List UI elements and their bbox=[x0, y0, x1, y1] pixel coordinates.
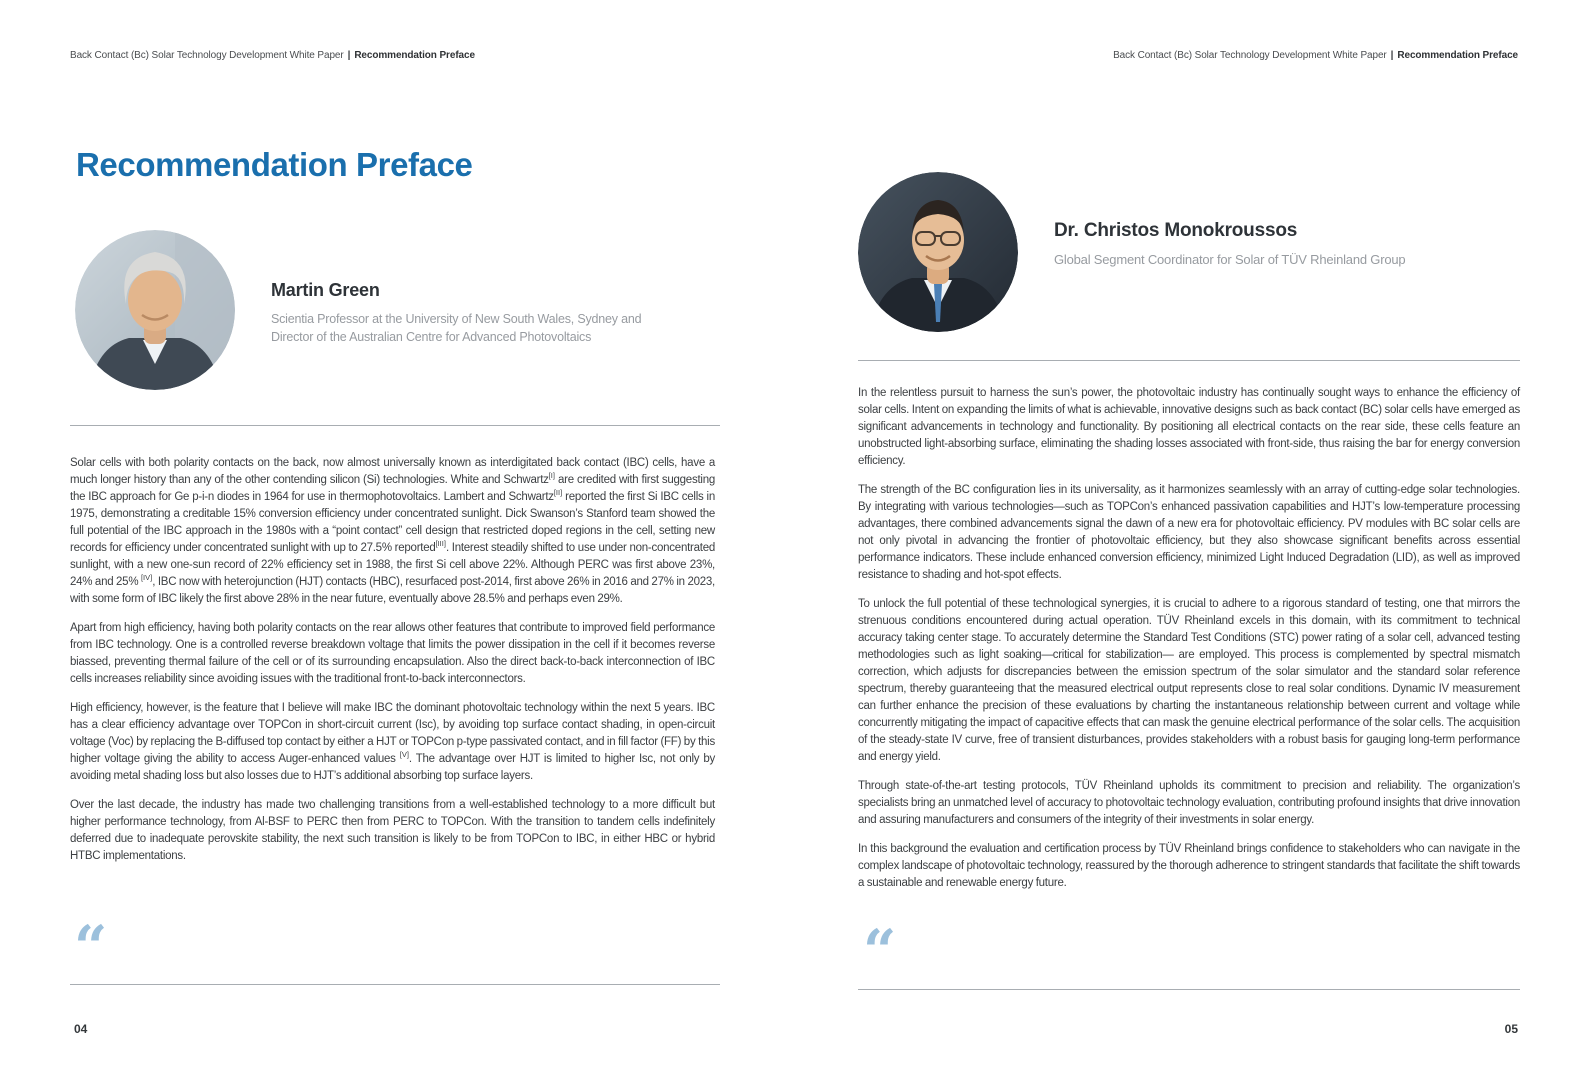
paragraph: To unlock the full potential of these technological synergies, it is crucial to adhere to a rigorous standard of testing, one that mirrors the strenuous conditions encountered during actual operation. TÜV Rheinland excels in this domain, with its commitment to technical accuracy taking center stage. To accurately determine the Standard Test Conditions (STC) power rating of a solar cell, advanced testing methodologies such as light soaking—critical for stabilization— are employed. This process is complemented by spectral mismatch correction, which adjusts for discrepancies between the emission spectrum of the solar simulator and the standard solar reference spectrum, thereby guaranteeing that the measured electrical output represents close to real solar conditions. Dynamic IV measurement can further enhance the precision of these evaluations by charting the instantaneous relationship between current and voltage while concurrently mitigating the impact of capacitive effects that can mask the genuine electrical performance of the solar cells. The acquisition of the steady-state IV curve, free of transient disturbances, provides stakeholders with a robust basis for gauging long-term performance and energy yield. bbox=[858, 598, 1520, 763]
divider bbox=[70, 984, 720, 985]
running-header-section: Recommendation Preface bbox=[1397, 50, 1518, 61]
quote-icon: “ bbox=[863, 917, 897, 985]
page-number-left: 04 bbox=[74, 1022, 88, 1036]
running-header-separator: | bbox=[347, 50, 351, 61]
paragraph: The strength of the BC configuration lies in its universality, as it harmonizes seamlessly with an array of cutting-edge solar technologies. By integrating with various technologies—such as TOPCon’s enhanced passivation capabilities and HJT’s low-temperature processing advantages, there combined advancements signal the dawn of a new era for photovoltaic efficiency. PV modules with BC solar cells are not only pivotal in advancing the frontier of photovoltaic efficiency, but they also showcase significant benefits across essential performance indicators. These include enhanced conversion efficiency, minimized Light Induced Degradation (LID), as well as improved resistance to shading and hot-spot effects. bbox=[858, 484, 1520, 581]
paragraph: High efficiency, however, is the feature that I believe will make IBC the dominant photovoltaic technology within the next 5 years. IBC has a clear efficiency advantage over TOPCon in short-circuit current (Isc), by avoiding top surface contact shading, in open-circuit voltage (Voc) by replacing the B-diffused top contact by either a HJT or TOPCon p-type passivated contact, and in fill factor (FF) by this higher voltage giving the ability to access Auger-enhanced values [V]. The advantage over HJT is limited to higher Isc, not only by avoiding metal shading loss but also losses due to HJT’s additional absorbing top surface layers. bbox=[70, 702, 715, 782]
running-header-left bbox=[70, 50, 475, 61]
paragraph: In this background the evaluation and certification process by TÜV Rheinland brings confidence to stakeholders who can navigate in the complex landscape of photovoltaic technology, reassured by the thorough adherence to stringent standards that facilitate the shift towards a sustainable and renewable energy future. bbox=[858, 843, 1520, 889]
paragraph: In the relentless pursuit to harness the sun’s power, the photovoltaic industry has continually sought ways to enhance the efficiency of solar cells. Intent on expanding the limits of what is achievable, innovative designs such as back contact (BC) solar cells have emerged as significant advancements in technology and functionality. By positioning all electrical contacts on the rear side, these cells feature an unobstructed light-absorbing surface, eliminating the shading losses associated with front-side, thus raising the bar for energy conversion efficiency. bbox=[858, 387, 1520, 467]
christos-monokroussos-photo bbox=[858, 172, 1018, 332]
running-header-separator: | bbox=[1390, 50, 1394, 61]
citation-marker: [V] bbox=[399, 750, 409, 760]
running-header-doc-title: Back Contact (Bc) Solar Technology Development White Paper bbox=[70, 50, 344, 61]
author-name: Dr. Christos Monokroussos bbox=[1054, 220, 1298, 241]
author-block-martin-green bbox=[75, 230, 671, 390]
paragraph: Apart from high efficiency, having both polarity contacts on the rear allows other features that contribute to improved field performance from IBC technology. One is a controlled reverse breakdown voltage that limits the power dissipation in the cell if it becomes reverse biassed, preventing thermal failure of the cell or of its surrounding encapsulation. Also the direct back-to-back interconnection of IBC cells increases reliability since avoiding issues with the traditional front-to-back interconnectors. bbox=[70, 622, 715, 685]
running-header-right bbox=[1113, 50, 1518, 61]
running-header-doc-title: Back Contact (Bc) Solar Technology Development White Paper bbox=[1113, 50, 1387, 61]
divider bbox=[70, 425, 720, 426]
running-header-section: Recommendation Preface bbox=[354, 50, 475, 61]
author-block-christos-monokroussos bbox=[858, 172, 1474, 332]
author-meta bbox=[1054, 172, 1474, 332]
author-role: Scientia Professor at the University of New South Wales, Sydney and Director of the Australian Centre for Advanced Photovoltaics bbox=[271, 312, 642, 345]
author-role: Global Segment Coordinator for Solar of TÜV Rheinland Group bbox=[1054, 252, 1406, 267]
citation-marker: [IV] bbox=[140, 573, 153, 583]
paragraph: Over the last decade, the industry has made two challenging transitions from a well-established technology to a more difficult but higher performance technology, from Al-BSF to PERC then from PERC to TOPCon. With the transition to tandem cells indefinitely deferred due to inadequate perovskite stability, the next such transition is likely to be from TOPCon to IBC, in either HBC or hybrid HTBC implementations. bbox=[70, 799, 715, 862]
body-paragraphs-right bbox=[858, 385, 1520, 904]
quote-icon: “ bbox=[74, 913, 108, 981]
page-title: Recommendation Preface bbox=[76, 146, 473, 183]
body-paragraphs-left bbox=[70, 455, 715, 877]
divider bbox=[858, 360, 1520, 361]
page-right bbox=[795, 0, 1590, 1080]
martin-green-photo bbox=[75, 230, 235, 390]
page-number-right: 05 bbox=[1504, 1022, 1518, 1036]
author-name: Martin Green bbox=[271, 280, 380, 300]
citation-marker: [III] bbox=[435, 539, 446, 549]
citation-marker: [I] bbox=[548, 471, 555, 481]
citation-marker: [II] bbox=[553, 488, 563, 498]
divider bbox=[858, 989, 1520, 990]
paragraph: Through state-of-the-art testing protocols, TÜV Rheinland upholds its commitment to precision and reliability. The organization’s specialists bring an unmatched level of accuracy to photovoltaic technology evaluation, contributing profound insights that drive innovation and assuring manufacturers and consumers of the integrity of their investments in solar energy. bbox=[858, 780, 1520, 826]
author-meta bbox=[271, 230, 671, 390]
paragraph: Solar cells with both polarity contacts on the back, now almost universally known as interdigitated back contact (IBC) cells, have a much longer history than any of the other contending silicon (Si) technologies. White and Schwartz[I] are credited with first suggesting the IBC approach for Ge p-i-n diodes in 1964 for use in thermophotovoltaics. Lambert and Schwartz[II] reported the first Si IBC cells in 1975, demonstrating a creditable 15% conversion efficiency under concentrated sunlight. Dick Swanson’s Stanford team showed the full potential of the IBC approach in the 1980s with a “point contact” cell design that restricted doped regions in the cell, setting new records for efficiency under concentrated sunlight with up to 27.5% reported[III]. Interest steadily shifted to use under non-concentrated sunlight, with a new one-sun record of 22% efficiency set in 1988, the first Si cell above 22%. Although PERC was first above 23%, 24% and 25% [IV], IBC now with heterojunction (HJT) contacts (HBC), resurfaced post-2014, first above 26% in 2016 and 27% in 2023, with some form of IBC likely the first above 28% in the near future, eventually above 28.5% and perhaps even 29%. bbox=[70, 457, 715, 605]
